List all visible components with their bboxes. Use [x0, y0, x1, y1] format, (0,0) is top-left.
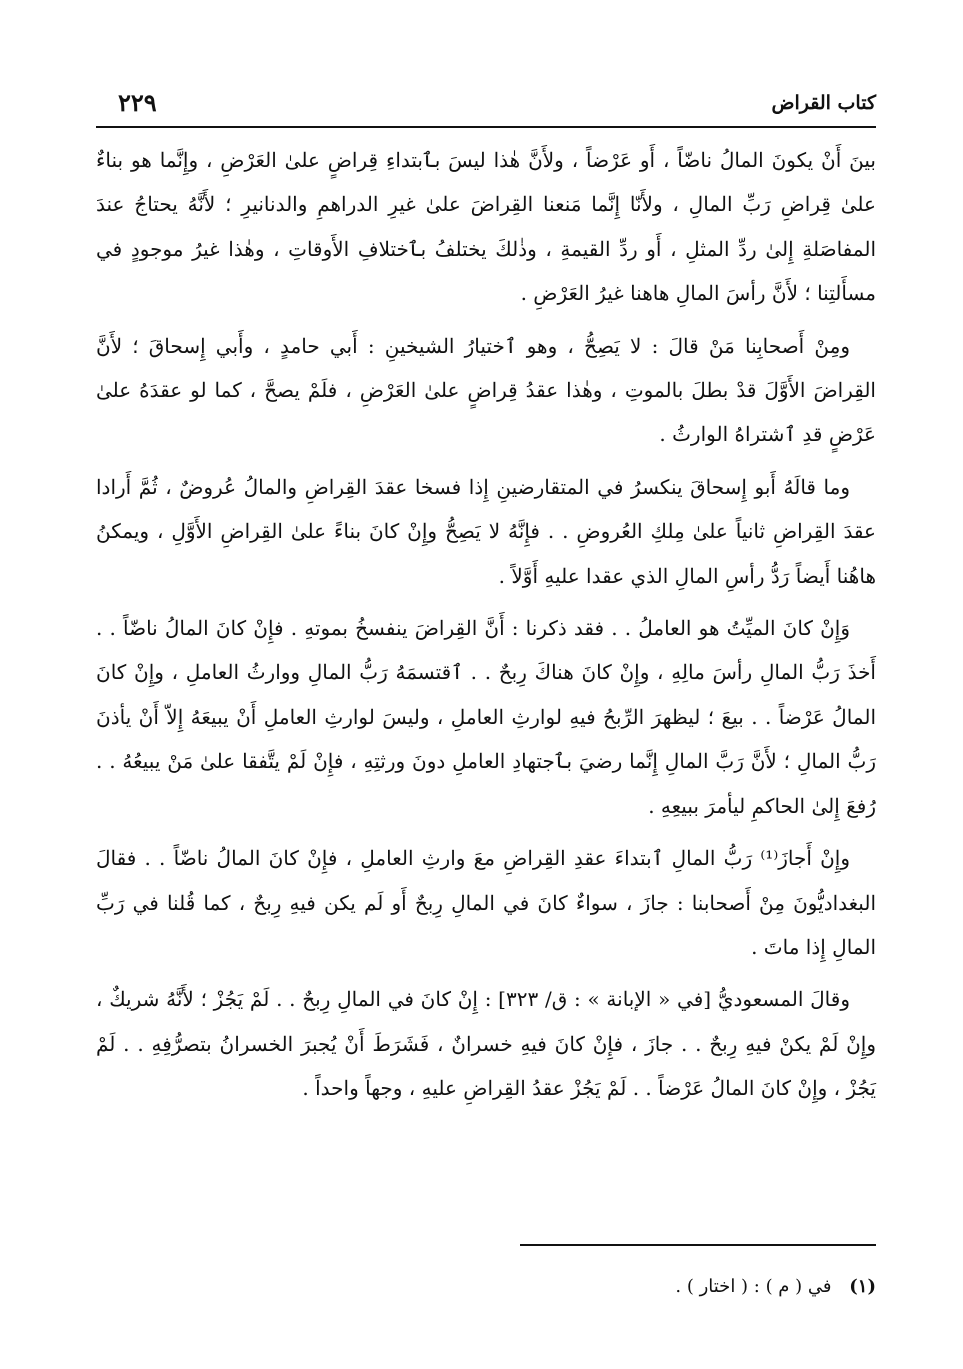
paragraph: وما قالَهُ أَبو إِسحاقَ ينكسرُ في المتقارضينِ إِذا فسخا عقدَ القِراضِ والمالُ عُروضٌ ، ثُمَّ أَرادا عقدَ القِراضِ ثانياً علىٰ مِلكِ العُروضِ . . فإِنَّهُ لا يَصِحُّ وإِنْ كانَ بناءً علىٰ القِراضِ الأَوَّلِ ، ويمكنُ هاهُنا أَيضاً رَدُّ رأسِ المالِ الذي عقدا عليهِ أَوَّلاً . — [96, 474, 876, 588]
paragraph: وَإِنْ كانَ الميِّتُ هو العاملُ . . فقد ذكرنا : أَنَّ القِراضَ ينفسخُ بموتهِ . فإِنْ كانَ المالُ ناضّاً . . أَخذَ رَبُّ المالِ رأسَ مالِهِ ، وإِنْ كانَ هناكَ رِبحٌ . . ٱقتسمَهُ رَبُّ المالِ ووارثُ العاملِ ، وإِنْ كانَ المالُ عَرْضاً . . بيعَ ؛ ليظهرَ الرِّبحُ فيهِ لوارثِ العاملِ ، وليسَ لوارثِ العاملِ أَنْ يبيعَهُ إِلاّ أَنْ يأذنَ رَبُّ المالِ ؛ لأَنَّ رَبَّ المالِ إِنَّما رضيَ بٱجتهادِ العاملِ دونَ ورثتِهِ ، فإِنْ لَمْ يتَّفقا علىٰ مَنْ يبيعُهُ . . رُفعَ إِلىٰ الحاكمِ ليأمرَ ببيعِهِ . — [96, 616, 877, 818]
running-header — [96, 88, 876, 124]
page-number: ٢٢٩ — [118, 88, 157, 117]
footnote — [96, 1272, 876, 1302]
footnote-rule — [520, 1244, 876, 1246]
paragraph: بينَ أَنْ يكونَ المالُ ناضّاً ، أَو عَرْضاً ، ولأَنَّ هٰذا ليسَ بٱبتداءِ قِراضٍ علىٰ العَرْضِ ، وإِنَّما هو بناءٌ علىٰ قِراضِ رَبِّ المالِ ، ولأَنّا إِنَّما مَنعنا القِراضَ علىٰ غيرِ الدراهمِ والدنانيرِ ؛ لأَنَّهُ يحتاجُ عندَ المفاصَلةِ إِلىٰ ردِّ المثلِ ، أَو ردِّ القيمةِ ، وذٰلكَ يختلفُ بٱختلافِ الأَوقاتِ ، وهٰذا غيرُ موجودٍ في مسأَلتِنا ؛ لأَنَّ رأسَ المالِ هاهنا غيرُ العَرْضِ . — [96, 148, 876, 306]
paragraph: وإِنْ أَجازَ⁽¹⁾ رَبُّ المالِ ٱبتداءَ عقدِ القِراضِ معَ وارثِ العاملِ ، فإِنْ كانَ المالُ ناضّاً . . فقالَ البغداديُّونَ مِنْ أَصحابنا : جازَ ، سواءٌ كانَ في المالِ رِبحٌ أَو لَم يكن فيهِ رِبحٌ ، كما قُلنا في رَبِّ المالِ إِذا ماتَ . — [96, 846, 876, 959]
paragraph: ومِنْ أَصحابِنا مَنْ قالَ : لا يَصِحُّ ، وهو ٱختيارُ الشيخينِ : أَبي حامدٍ ، وأَبي إِسحاقَ ؛ لأَنَّ القِراضَ الأَوَّلَ قدْ بطلَ بالموتِ ، وهٰذا عقدُ قِراضٍ علىٰ العَرْضِ ، فلَمْ يصحَّ ، كما لو عقدَهُ علىٰ عَرْضٍ قدِ ٱشتراهُ الوارثُ . — [96, 333, 876, 447]
footnote-number: (١) — [849, 1276, 876, 1297]
footnote-text: في ( م ) : ( اختار ) . — [675, 1276, 832, 1297]
main-text — [96, 138, 876, 1119]
paragraph: وقالَ المسعوديُّ [في « الإبانة » : ق/ ٣٢٣] : إِنْ كانَ في المالِ رِبحٌ . . لَمْ يَجُزْ ؛ لأَنَّهُ شريكٌ ، وإِنْ لَمْ يكنْ فيهِ رِبحٌ . . جازَ ، فإِنْ كانَ فيهِ خسرانٌ ، فَشَرَطَ أَنْ يُجبرَ الخسرانُ بتصرُّفِهِ . . لَمْ يَجُزْ ، وإِنْ كانَ المالُ عَرْضاً . . لَمْ يَجُزْ عقدُ القِراضِ عليهِ ، وجهاً واحداً . — [96, 987, 877, 1101]
chapter-title: كتاب القراض — [771, 92, 876, 114]
header-rule — [96, 126, 876, 128]
